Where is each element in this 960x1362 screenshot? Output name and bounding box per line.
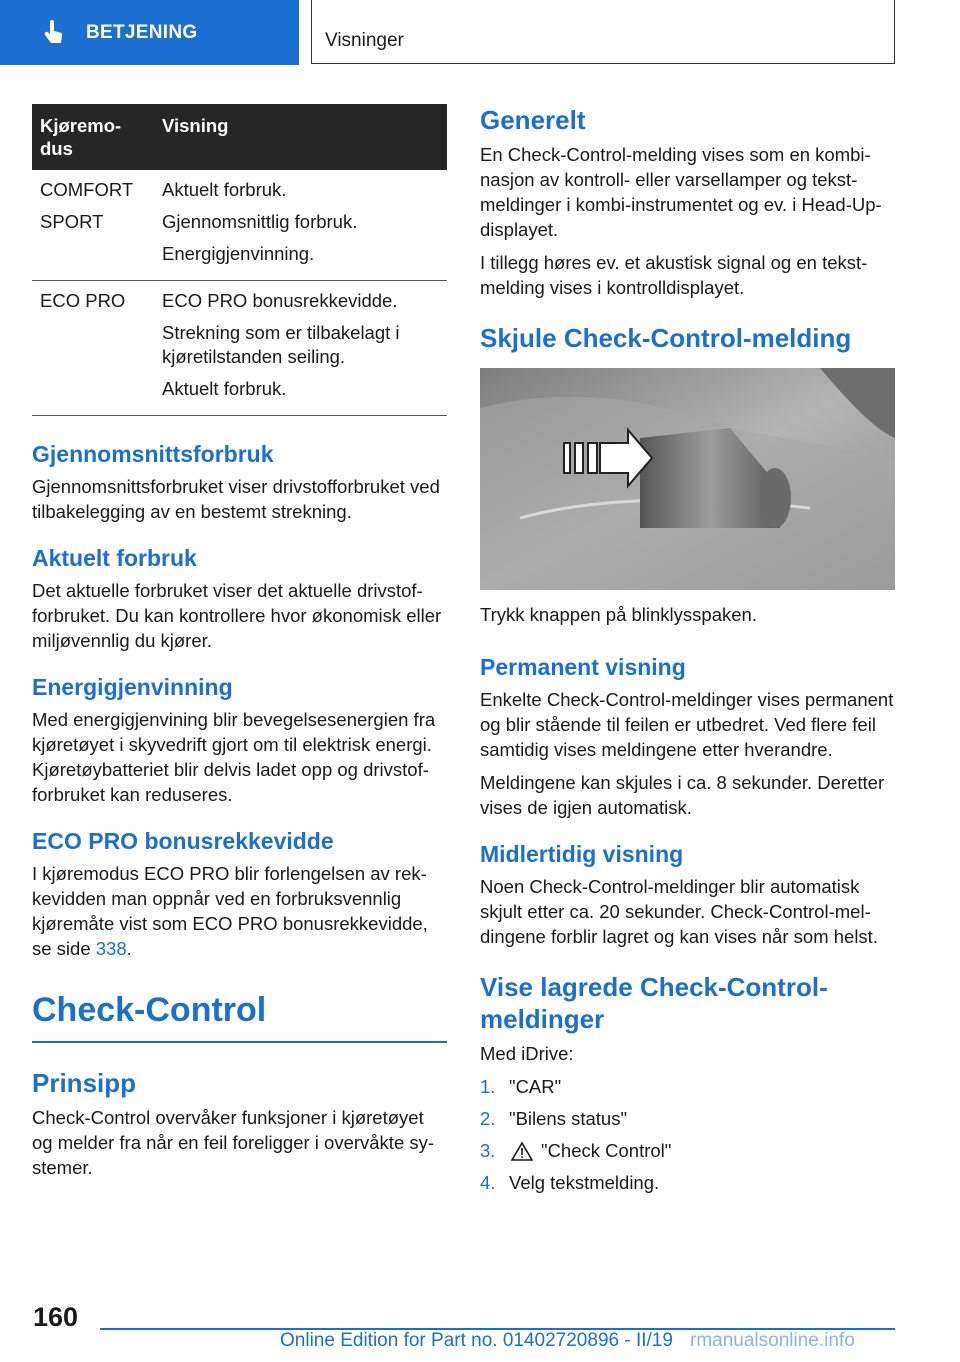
left-column	[32, 104, 447, 1180]
list-item: 2. "Bilens status"	[480, 1108, 628, 1129]
right-column	[480, 104, 895, 1202]
text-current-consumption: Det aktuelle forbruket viser det aktuelle drivstofforbruket. Du kan kontrollere hvor økonomisk eller miljøvennlig du kjører.	[32, 580, 442, 651]
text-with-idrive: Med iDrive:	[480, 1043, 574, 1064]
mode-cell: SPORT	[40, 211, 104, 232]
text-eco-pro-bonus: I kjøremodus ECO PRO blir forlengelsen av rekkevidden man oppnår ved en forbruksvennlig kjøremåte vist som ECO PRO bonusrekkevidde, se side 338.	[32, 863, 428, 959]
step-list	[480, 1074, 895, 1195]
text-general-1: En Check-Control-melding vises som en kombinasjon av kontroll- eller varsellamper og tekstmeldinger i kombi-instrumentet og ev. i Head-Up-displayet.	[480, 144, 882, 240]
list-item: 1. "CAR"	[480, 1076, 562, 1097]
warning-triangle-icon	[511, 1141, 533, 1161]
page-number: 160	[33, 1302, 79, 1332]
section-label: BETJENING	[86, 21, 198, 43]
text-energy-recovery: Med energigjenvining blir bevegelsesenergien fra kjøretøyet i skyvedrift gjort om til elektrisk energi. Kjøretøybatteriet blir delvis ladet opp og drivstofforbruket kan reduseres.	[32, 709, 436, 805]
text-principle: Check-Control overvåker funksjoner i kjøretøyet og melder fra når en feil foreligger i overvåkte systemer.	[32, 1107, 435, 1178]
text-average-consumption: Gjennomsnittsforbruket viser drivstofforbruket ved tilbakelegging av en bestemt strekning.	[32, 476, 440, 522]
heading-divider	[32, 1041, 447, 1043]
footer-edition: Online Edition for Part no. 01402720896 - II/19	[280, 1330, 673, 1351]
mode-cell: ECO PRO	[40, 290, 126, 311]
text-temporary: Noen Check-Control-meldinger blir automatisk skjult etter ca. 20 sekunder. Check-Control-meldingene forblir lagret og kan vises når som helst.	[480, 876, 878, 947]
turn-signal-stalk-illustration	[480, 368, 895, 590]
display-cell: Strekning som er tilbakelagt i kjøretilstanden seiling.	[162, 322, 400, 367]
text-general-2: I tillegg høres ev. et akustisk signal og en tekstmelding vises i kontrolldisplayet.	[480, 252, 868, 298]
footer-watermark: rmanualsonline.info	[690, 1330, 855, 1351]
table-row	[32, 281, 447, 416]
hand-pointer-icon	[40, 19, 68, 47]
heading-temporary-display: Midlertidig visning	[480, 841, 684, 867]
turn-signal-stalk-image	[480, 368, 895, 590]
display-cell: Energigjenvinning.	[162, 243, 315, 264]
text-permanent-2: Meldingene kan skjules i ca. 8 sekunder. Deretter vises de igjen automatisk.	[480, 772, 885, 818]
table-header-display: Visning	[154, 104, 447, 170]
table-row	[32, 170, 447, 281]
text-permanent-1: Enkelte Check-Control-meldinger vises permanent og blir stående til feilen er utbedret. Ved flere feil samtidig vises meldingene etter hverandre.	[480, 689, 894, 760]
chapter-title: Visninger	[325, 30, 404, 51]
image-caption: Trykk knappen på blinklysspaken.	[480, 604, 757, 625]
display-cell: Gjennomsnittlig forbruk.	[162, 211, 358, 232]
heading-show-stored-messages: Vise lagrede Check-Control-meldinger	[480, 972, 828, 1034]
heading-current-consumption: Aktuelt forbruk	[32, 545, 197, 571]
display-cell: Aktuelt forbruk.	[162, 378, 287, 399]
heading-check-control: Check-Control	[32, 991, 267, 1029]
display-cell: ECO PRO bonusrekkevidde.	[162, 290, 398, 311]
heading-hide-message: Skjule Check-Control-melding	[480, 323, 852, 353]
mode-cell: COMFORT	[40, 179, 134, 200]
chapter-title-box	[311, 0, 895, 64]
page-link-338[interactable]: 338	[95, 938, 127, 959]
heading-general: Generelt	[480, 105, 586, 135]
mode-display-table	[32, 104, 447, 416]
heading-average-consumption: Gjennomsnittsforbruk	[32, 441, 274, 467]
heading-energy-recovery: Energigjenvinning	[32, 674, 233, 700]
section-tab[interactable]	[0, 0, 299, 65]
heading-eco-pro-bonus: ECO PRO bonusrekkevidde	[32, 828, 334, 854]
list-item: 4. Velg tekstmelding.	[480, 1172, 660, 1193]
heading-principle: Prinsipp	[32, 1068, 137, 1098]
list-item: 3. "Check Control"	[480, 1140, 672, 1161]
display-cell: Aktuelt forbruk.	[162, 179, 287, 200]
heading-permanent-display: Permanent visning	[480, 654, 686, 680]
table-header-mode: Kjøremo- dus	[32, 104, 154, 170]
